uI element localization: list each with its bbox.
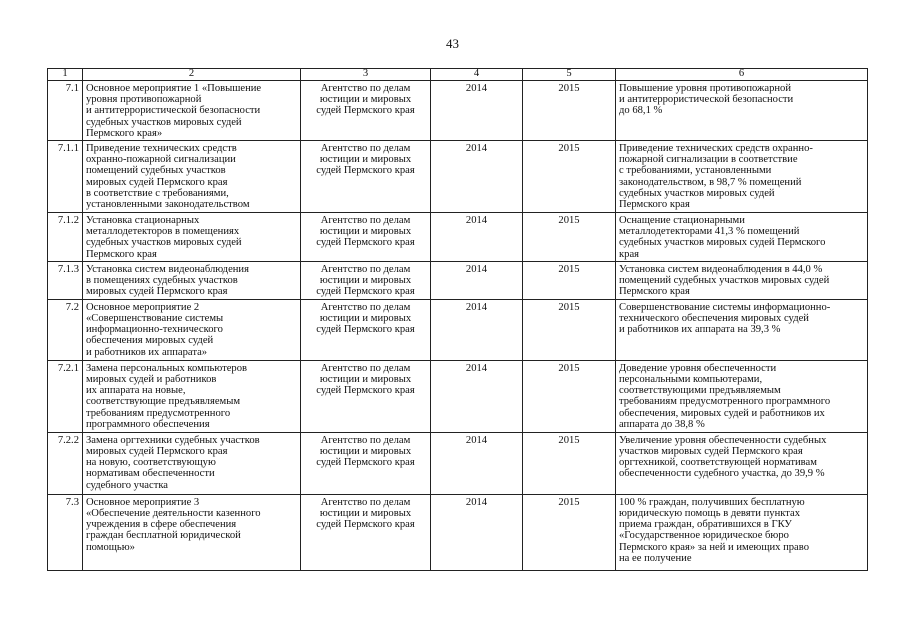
table-row: [48, 360, 868, 432]
activity-name: Основное мероприятие 1 «Повышение уровня противопожарной и антитеррористической безопасности судебных участков мировых судей Пермского края»: [83, 81, 301, 141]
row-number: 7.1.3: [48, 261, 83, 299]
table-row: [48, 213, 868, 262]
expected-result: Установка систем видеонаблюдения в 44,0 % помещений судебных участков мировых судей Пермского края: [616, 261, 868, 299]
responsible-executor: Агентство по делам юстиции и мировых судей Пермского края: [301, 213, 431, 262]
start-year: 2014: [431, 261, 523, 299]
expected-result: Приведение технических средств охранно- пожарной сигнализации в соответствие с требованиями, установленными законодательством, в 98,7 % помещений судебных участков мировых судей Пермского края: [616, 141, 868, 213]
end-year: 2015: [523, 213, 616, 262]
start-year: 2014: [431, 213, 523, 262]
end-year: 2015: [523, 141, 616, 213]
start-year: 2014: [431, 360, 523, 432]
end-year: 2015: [523, 81, 616, 141]
column-header: 6: [616, 69, 868, 81]
responsible-executor: Агентство по делам юстиции и мировых судей Пермского края: [301, 141, 431, 213]
row-number: 7.2: [48, 299, 83, 360]
row-number: 7.2.2: [48, 432, 83, 494]
activity-name: Замена персональных компьютеров мировых судей и работников их аппарата на новые, соответствующие предъявляемым требованиям предусмотренного программного обеспечения: [83, 360, 301, 432]
table-row: [48, 261, 868, 299]
responsible-executor: Агентство по делам юстиции и мировых судей Пермского края: [301, 494, 431, 570]
column-header: 2: [83, 69, 301, 81]
activity-name: Основное мероприятие 2 «Совершенствование системы информационно-технического обеспечения мировых судей и работников их аппарата»: [83, 299, 301, 360]
end-year: 2015: [523, 432, 616, 494]
start-year: 2014: [431, 141, 523, 213]
end-year: 2015: [523, 299, 616, 360]
end-year: 2015: [523, 360, 616, 432]
row-number: 7.1.2: [48, 213, 83, 262]
start-year: 2014: [431, 81, 523, 141]
table-row: [48, 494, 868, 570]
activity-name: Основное мероприятие 3 «Обеспечение деятельности казенного учреждения в сфере обеспечения граждан бесплатной юридической помощью»: [83, 494, 301, 570]
expected-result: Доведение уровня обеспеченности персональными компьютерами, соответствующими предъявляемым требованиям предусмотренного программного обеспечения, мировых судей и работников их аппарата до 38,8 %: [616, 360, 868, 432]
expected-result: Увеличение уровня обеспеченности судебных участков мировых судей Пермского края оргтехникой, соответствующей нормативам обеспеченности судебного участка, до 39,9 %: [616, 432, 868, 494]
responsible-executor: Агентство по делам юстиции и мировых судей Пермского края: [301, 299, 431, 360]
column-header: 1: [48, 69, 83, 81]
responsible-executor: Агентство по делам юстиции и мировых судей Пермского края: [301, 261, 431, 299]
expected-result: Повышение уровня противопожарной и антитеррористической безопасности до 68,1 %: [616, 81, 868, 141]
row-number: 7.1: [48, 81, 83, 141]
activity-name: Замена оргтехники судебных участков мировых судей Пермского края на новую, соответствующую нормативам обеспеченности судебного участка: [83, 432, 301, 494]
column-header: 3: [301, 69, 431, 81]
table-row: [48, 432, 868, 494]
row-number: 7.1.1: [48, 141, 83, 213]
program-table: [47, 68, 868, 571]
activity-name: Установка систем видеонаблюдения в помещениях судебных участков мировых судей Пермского края: [83, 261, 301, 299]
expected-result: 100 % граждан, получивших бесплатную юридическую помощь в девяти пунктах приема граждан, обратившихся в ГКУ «Государственное юридическое бюро Пермского края» за ней и имеющих право на ее получение: [616, 494, 868, 570]
column-header: 4: [431, 69, 523, 81]
activity-name: Установка стационарных металлодетекторов в помещениях судебных участков мировых судей Пермского края: [83, 213, 301, 262]
table-header-row: [48, 69, 868, 81]
column-header: 5: [523, 69, 616, 81]
start-year: 2014: [431, 494, 523, 570]
row-number: 7.2.1: [48, 360, 83, 432]
activity-name: Приведение технических средств охранно-пожарной сигнализации помещений судебных участков мировых судей Пермского края в соответствие с требованиями, установленными законодательством: [83, 141, 301, 213]
start-year: 2014: [431, 432, 523, 494]
page-number: 43: [446, 36, 459, 51]
responsible-executor: Агентство по делам юстиции и мировых судей Пермского края: [301, 432, 431, 494]
responsible-executor: Агентство по делам юстиции и мировых судей Пермского края: [301, 360, 431, 432]
expected-result: Оснащение стационарными металлодетекторами 41,3 % помещений судебных участков мировых судей Пермского края: [616, 213, 868, 262]
table-row: [48, 299, 868, 360]
row-number: 7.3: [48, 494, 83, 570]
table-row: [48, 81, 868, 141]
responsible-executor: Агентство по делам юстиции и мировых судей Пермского края: [301, 81, 431, 141]
table-row: [48, 141, 868, 213]
end-year: 2015: [523, 494, 616, 570]
expected-result: Совершенствование системы информационно- технического обеспечения мировых судей и работников их аппарата на 39,3 %: [616, 299, 868, 360]
start-year: 2014: [431, 299, 523, 360]
end-year: 2015: [523, 261, 616, 299]
